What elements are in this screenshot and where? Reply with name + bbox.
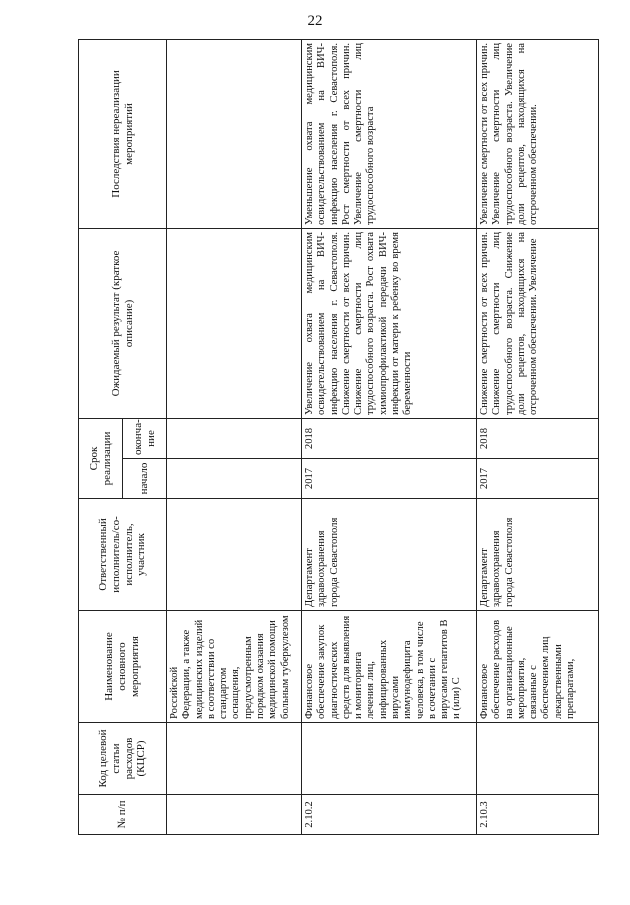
header-end: оконча-ние [123, 418, 167, 458]
row-responsible [167, 499, 302, 611]
rotated-table-wrapper [78, 40, 598, 835]
table-row [477, 39, 599, 834]
row-start: 2017 [302, 459, 477, 499]
header-code: Код целевой статьи расходов (КЦСР) [79, 723, 167, 795]
row-code [477, 723, 599, 795]
row-consequences [167, 39, 302, 228]
row-end [167, 418, 302, 458]
table-row [302, 39, 477, 834]
header-name: Наименование основного мероприятия [79, 611, 167, 723]
row-consequences: Уменьшение охвата медицинским освидетельствованием на ВИЧ-инфекцию населения г. Севастополя. Рост смертности от всех причин. Увеличение смертности лиц трудоспособного возраста [302, 39, 477, 228]
header-num: № п/п [79, 795, 167, 835]
row-consequences: Увеличение смертности от всех причин. Увеличение смертности лиц трудоспособного возраста. Увеличение доли рецептов, находящихся на отсроченном обеспечении. [477, 39, 599, 228]
measures-table [78, 39, 599, 835]
row-code [302, 723, 477, 795]
row-num [167, 795, 302, 835]
row-name: Финансовое обеспечение закупок диагностических средств для выявления и мониторинга лечения лиц, инфицированных вирусами иммунодефицита человека, в том числе в сочетании с вирусами гепатитов В и (или) С [302, 611, 477, 723]
header-responsible: Ответственный исполнитель/со-исполнитель, участник [79, 499, 167, 611]
row-result: Снижение смертности от всех причин. Снижение смертности лиц трудоспособного возраста. Снижение доли рецептов, находящихся на отсроченном обеспечении. Увеличение [477, 228, 599, 418]
header-period: Срок реализации [79, 418, 123, 498]
row-result [167, 228, 302, 418]
row-start [167, 459, 302, 499]
table-row [167, 39, 302, 834]
row-start: 2017 [477, 459, 599, 499]
row-num: 2.10.3 [477, 795, 599, 835]
row-name: Российской Федерации, а также медицинских изделий в соответствии со стандартом оснащения, предусмотренным порядком оказания медицинской помощи больным туберкулезом [167, 611, 302, 723]
row-end: 2018 [302, 418, 477, 458]
row-code [167, 723, 302, 795]
header-consequences: Последствия нереализации мероприятий [79, 39, 167, 228]
row-responsible: Департамент здравоохранения города Севастополя [477, 499, 599, 611]
header-result: Ожидаемый результат (краткое описание) [79, 228, 167, 418]
row-result: Увеличение охвата медицинским освидетельствованием на ВИЧ-инфекцию населения г. Севастополя. Снижение смертности от всех причин. Снижение смертности лиц трудоспособного возраста. Рост охвата химиопрофилактикой передачи ВИЧ-инфекции от матери к ребенку во время беременности [302, 228, 477, 418]
header-row-1 [79, 39, 123, 834]
row-name: Финансовое обеспечение расходов на организационные мероприятия, связанные с обеспечением лиц лекарственными препаратами, [477, 611, 599, 723]
row-end: 2018 [477, 418, 599, 458]
page-number: 22 [307, 13, 323, 29]
header-start: начало [123, 459, 167, 499]
row-responsible: Департамент здравоохранения города Севастополя [302, 499, 477, 611]
row-num: 2.10.2 [302, 795, 477, 835]
